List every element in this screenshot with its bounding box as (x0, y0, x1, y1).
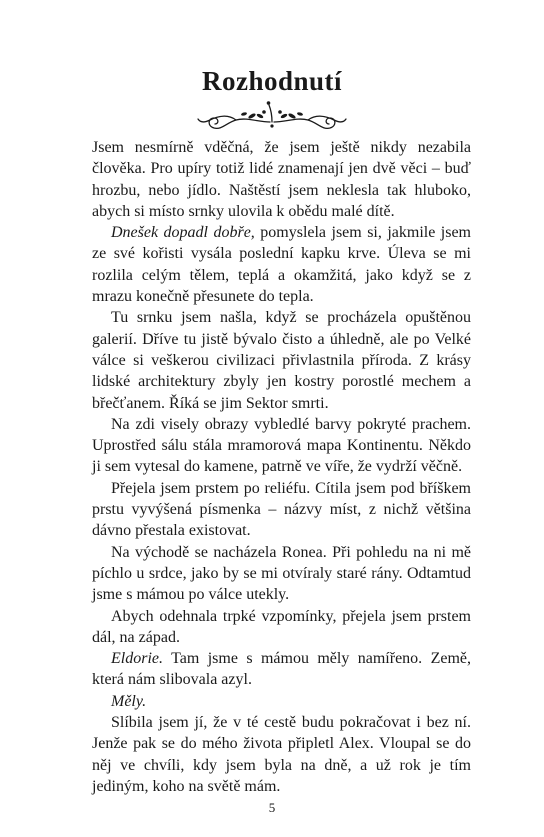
paragraph: Abych odehnala trpké vzpomínky, přejela jsem prstem dál, na západ. (92, 607, 471, 646)
paragraph: Na východě se nacházela Ronea. Při pohledu na ni mě píchlo u srdce, jako by se mi otvíraly staré rány. Odtamtud jsme s mámou po válce utekly. (92, 543, 471, 604)
paragraph: Měly. (111, 692, 147, 710)
paragraph: Slíbila jsem jí, že v té cestě budu pokračovat i bez ní. Jenže pak se do mého života připletl Alex. Vloupal se do něj ve chvíli, kdy jsem byla na dně, a už rok je tím jediným, koho na světě mám. (92, 714, 471, 795)
paragraph: Jsem nesmírně vděčná, že jsem ještě nikdy nezabila člověka. Pro upíry totiž lidé znamenají jen dvě věci – buď hrozbu, nebo jídlo. Naštěstí jsem neklesla tak hluboko, abych si místo srnky ulovila k obědu malé dítě. (92, 139, 471, 220)
floral-divider-icon (192, 100, 352, 134)
chapter-body (92, 137, 471, 797)
paragraph: Na zdi visely obrazy vybledlé barvy pokryté prachem. Uprostřed sálu stála mramorová mapa Kontinentu. Někdo ji sem vytesal do kamene, patrně ve víře, že vydrží věčně. (92, 415, 471, 476)
paragraph: Přejela jsem prstem po reliéfu. Cítila jsem pod bříškem prstu vyvýšená písmenka – názvy míst, z nichž většina dávno přestala existovat. (92, 479, 471, 540)
paragraph: Eldorie. Tam jsme s mámou měly namířeno. Země, která nám slibovala azyl. (92, 650, 471, 689)
chapter-title: Rozhodnutí (201, 66, 343, 96)
paragraph: Tu srnku jsem našla, když se procházela opuštěnou galerií. Dříve tu jistě bývalo čisto a úhledně, ale po Velké válce si veškerou civilizaci přivlastnila příroda. Z krásy lidské architektury zbyly jen kostry porostlé mechem a břečťanem. Říká se jim Sektor smrti. (92, 309, 471, 412)
paragraph: Dnešek dopadl dobře, pomyslela jsem si, jakmile jsem ze své kořisti vysála poslední kapku krve. Úleva se mi rozlila celým tělem, teplá a okamžitá, jako když se z mrazu konečně přesunete do tepla. (92, 224, 471, 306)
page-number: 5 (268, 800, 276, 815)
